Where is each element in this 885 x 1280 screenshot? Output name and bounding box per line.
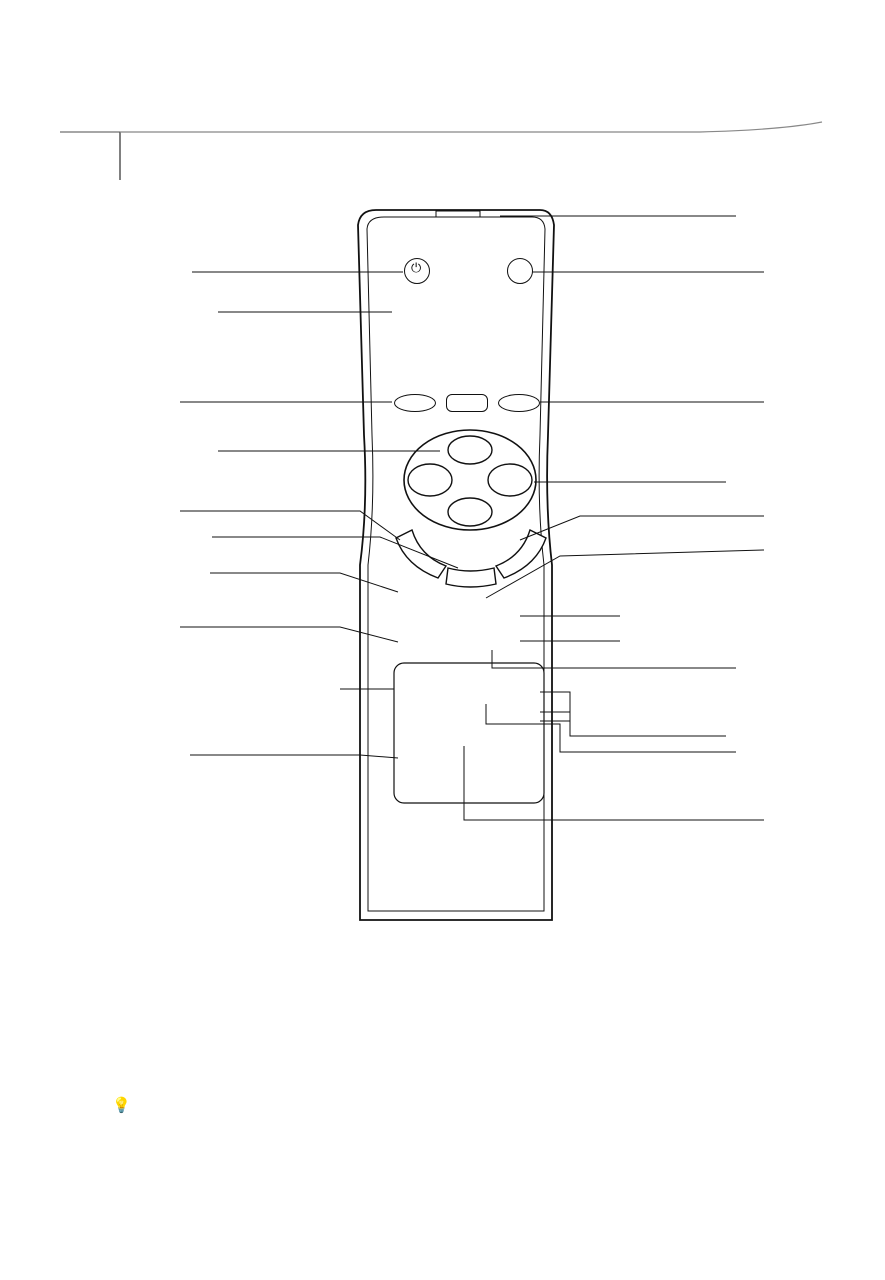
dpad [402,428,538,532]
header-rule [0,118,885,188]
power-icon: ⏻ [411,261,422,276]
zero-button[interactable] [446,394,488,412]
recall-button[interactable] [498,394,540,412]
function-arc [386,518,556,590]
bulb-icon: 💡 [112,1096,131,1114]
mute-button[interactable] [507,258,533,284]
power-button[interactable] [404,258,430,284]
dash-button[interactable] [394,394,436,412]
